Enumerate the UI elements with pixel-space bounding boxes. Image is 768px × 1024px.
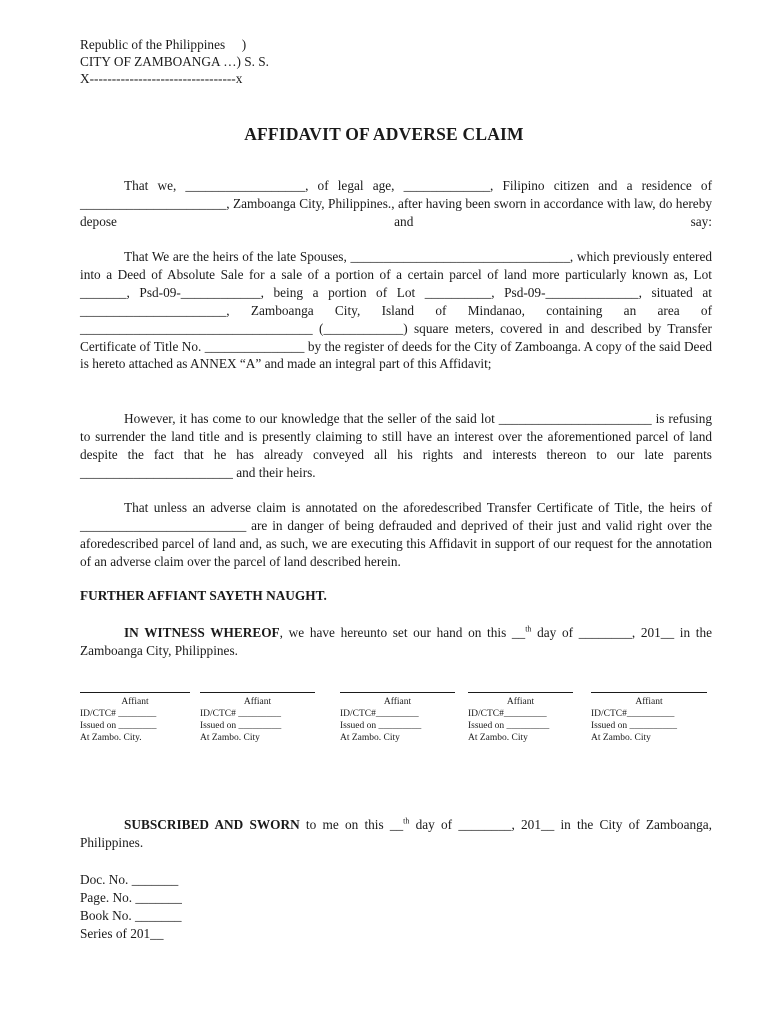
notary-doc-no: Doc. No. _______ (80, 872, 179, 887)
affiant-block-5 (591, 692, 707, 744)
paragraph-heirs: That We are the heirs of the late Spouses, _________________________________, which previously entered into a Deed of Absolute Sale for a sale of a portion of a certain parcel of land more particularly known as, Lot _______, Psd-09-____________, being a portion of Lot __________, Psd-09-______________, situated at ______________________, Zamboanga City, Island of Mindanao, containing an area of ___________________________________ (____________) square meters, covered in and described by Transfer Certificate of Title No. _______________ by the register of deeds for the City of Zamboanga. A copy of the said Deed is hereto attached as ANNEX “A” and made an integral part of this Affidavit; (80, 249, 712, 372)
sworn-lead: SUBSCRIBED AND SWORN (124, 817, 300, 832)
paragraph-adverse-claim: That unless an adverse claim is annotated on the aforedescribed Transfer Certificate of Title, the heirs of _________________________ are in danger of being defrauded and deprived of their just and valid right over the aforedescribed parcel of land and, as such, we are executing this Affidavit in support of our request for the annotation of an adverse claim over the parcel of land described herein. (80, 500, 712, 569)
affiant-id: ID/CTC#__________ (591, 709, 675, 719)
affiant-label: Affiant (243, 697, 272, 707)
affiant-label: Affiant (635, 697, 663, 707)
affiant-label: Affiant (383, 697, 412, 707)
affiant-issued: Issued on _________ (340, 721, 422, 731)
paragraph-seller: However, it has come to our knowledge that the seller of the said lot _______________________ is refusing to surrender the land title and is presently claiming to still have an interest over the aforementioned parcel of land despite the fact that he has already conveyed all his rights and interests thereon to our late parents _______________________ and their heirs. (80, 411, 712, 480)
affiant-issued: Issued on _________ (468, 721, 550, 731)
affiant-block-1 (80, 692, 190, 744)
affiant-id: ID/CTC# _________ (200, 709, 282, 719)
paragraph-affiants: That we, __________________, of legal age, _____________, Filipino citizen and a residence of ______________________, Zamboanga City, Philippines., after having been sworn in accordance with law, do hereby depose and say: (80, 178, 712, 229)
notary-book-no: Book No. _______ (80, 908, 182, 923)
affiant-id: ID/CTC#_________ (468, 709, 547, 719)
affiant-issued: Issued on ________ (80, 721, 157, 731)
affiant-block-4 (468, 692, 573, 744)
affiant-at: At Zambo. City (340, 733, 400, 743)
further-affiant: FURTHER AFFIANT SAYETH NAUGHT. (80, 588, 327, 603)
sworn-paragraph (80, 816, 712, 852)
affiant-label: Affiant (506, 697, 535, 707)
affiant-at: At Zambo. City. (80, 733, 142, 743)
affiant-block-2 (200, 692, 315, 744)
notary-page-no: Page. No. _______ (80, 890, 182, 905)
header-republic: Republic of the Philippines ) (80, 37, 247, 52)
affiant-at: At Zambo. City (468, 733, 528, 743)
sworn-sup: th (403, 816, 410, 826)
affiant-label: Affiant (121, 697, 149, 707)
affiant-issued: Issued on _________ (200, 721, 282, 731)
witness-lead: IN WITNESS WHEREOF (124, 625, 280, 640)
affiant-block-3 (340, 692, 455, 744)
affiant-issued: Issued on __________ (591, 721, 678, 731)
witness-sup: th (525, 624, 532, 634)
document-title: AFFIDAVIT OF ADVERSE CLAIM (244, 124, 524, 144)
header-separator: X---------------------------------x (80, 71, 243, 86)
sworn-text-1: to me on this __ (299, 817, 404, 832)
affiant-at: At Zambo. City (200, 733, 260, 743)
header-city: CITY OF ZAMBOANGA …) S. S. (80, 54, 270, 69)
affiant-id: ID/CTC#_________ (340, 709, 419, 719)
affiant-id: ID/CTC# ________ (80, 709, 157, 719)
witness-text-2: day of ________, 201__ in the Zamboanga City, Philippines. (80, 625, 713, 658)
sworn-text-2: day of ________, 201__ in the City of Zamboanga, Philippines. (80, 817, 712, 850)
witness-text-1: , we have hereunto set our hand on this __ (279, 625, 526, 640)
affiant-at: At Zambo. City (591, 733, 651, 743)
notary-series: Series of 201__ (80, 926, 164, 941)
witness-paragraph (80, 624, 712, 660)
